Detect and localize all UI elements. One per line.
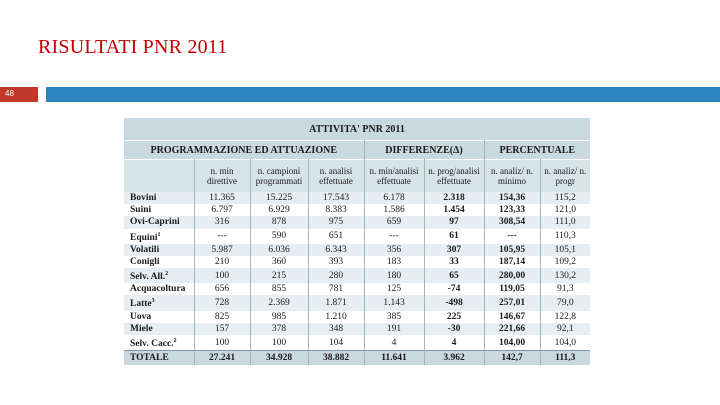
table-cell: 659 (364, 216, 424, 228)
table-cell: --- (484, 229, 540, 244)
table-row (124, 244, 590, 256)
column-header: n. analiz/ n. progr (540, 160, 590, 193)
slide-number: 48 (5, 89, 14, 98)
footnote-mark: 3 (151, 298, 155, 305)
section-differenze: DIFFERENZE(Δ) (364, 141, 484, 160)
table-cell: 104,0 (540, 335, 590, 351)
column-header: n. min/analisi effettuate (364, 160, 424, 193)
table-row (124, 283, 590, 295)
row-label (124, 256, 194, 268)
row-label-text: Bovini (130, 193, 157, 204)
table-row (124, 268, 590, 283)
table-cell: 2.318 (424, 192, 484, 204)
table-cell: 123,33 (484, 204, 540, 216)
slide-title: RISULTATI PNR 2011 (38, 36, 228, 58)
row-label-text: Selv. Cacc. (130, 339, 174, 350)
table-cell: 4 (364, 335, 424, 351)
table-cell: 34.928 (250, 351, 308, 366)
table-cell: 280,00 (484, 268, 540, 283)
section-programmazione: PROGRAMMAZIONE ED ATTUAZIONE (124, 141, 364, 160)
column-header: n. analisi effettuate (308, 160, 364, 193)
table-cell: 187,14 (484, 256, 540, 268)
table-cell: 111,3 (540, 351, 590, 366)
table-cell: 6.343 (308, 244, 364, 256)
table-cell: 1.871 (308, 295, 364, 310)
table-cell: 280 (308, 268, 364, 283)
table-cell: 61 (424, 229, 484, 244)
footnote-mark: 1 (157, 231, 161, 238)
table-cell: 146,67 (484, 311, 540, 323)
table-cell: --- (364, 229, 424, 244)
table-cell: 121,0 (540, 204, 590, 216)
row-label (124, 335, 194, 351)
table-cell: 257,01 (484, 295, 540, 310)
row-label-text: Ovi-Caprini (130, 217, 180, 228)
table-cell: 1.143 (364, 295, 424, 310)
table-cell: 3.962 (424, 351, 484, 366)
table-cell: 6.929 (250, 204, 308, 216)
table-cell: 1.210 (308, 311, 364, 323)
table-cell: 157 (194, 323, 250, 335)
table-cell: 104 (308, 335, 364, 351)
table-cell: 4 (424, 335, 484, 351)
row-label-text: Selv. All. (130, 272, 166, 283)
pnr-results-table (124, 118, 590, 365)
table-cell: 97 (424, 216, 484, 228)
table-cell: 781 (308, 283, 364, 295)
row-label (124, 323, 194, 335)
table-row (124, 216, 590, 228)
row-label-text: Equini (130, 232, 158, 243)
total-row (124, 351, 590, 366)
row-label-text: Miele (130, 323, 153, 334)
table-cell: 6.797 (194, 204, 250, 216)
table-cell: 154,36 (484, 192, 540, 204)
column-header: n. analiz/ n. minimo (484, 160, 540, 193)
row-label (124, 311, 194, 323)
row-label (124, 204, 194, 216)
row-label-text: Acquacoltura (130, 284, 186, 295)
table-cell: -30 (424, 323, 484, 335)
table-cell: 356 (364, 244, 424, 256)
table-cell: 985 (250, 311, 308, 323)
table-row (124, 323, 590, 335)
table-cell: -498 (424, 295, 484, 310)
row-label (124, 283, 194, 295)
table-row (124, 295, 590, 310)
table-cell: 17.543 (308, 192, 364, 204)
table-cell: 1.454 (424, 204, 484, 216)
table-cell: 142,7 (484, 351, 540, 366)
table-cell: 100 (250, 335, 308, 351)
footnote-mark: 2 (173, 337, 177, 344)
row-label (124, 192, 194, 204)
section-percentuale: PERCENTUALE (484, 141, 590, 160)
table-row (124, 192, 590, 204)
table-cell: 316 (194, 216, 250, 228)
table-cell: 110,3 (540, 229, 590, 244)
row-label (124, 268, 194, 283)
table-cell: 221,66 (484, 323, 540, 335)
footnote-mark: 2 (165, 271, 169, 278)
table-cell: 130,2 (540, 268, 590, 283)
table-cell: 307 (424, 244, 484, 256)
table-row (124, 204, 590, 216)
table-cell: 878 (250, 216, 308, 228)
table-cell: 8.383 (308, 204, 364, 216)
table-cell: 225 (424, 311, 484, 323)
table-cell: 27.241 (194, 351, 250, 366)
table-cell: 125 (364, 283, 424, 295)
header-empty (124, 160, 194, 193)
row-label-text: Suini (130, 205, 152, 216)
table-cell: 33 (424, 256, 484, 268)
table-cell: 5.987 (194, 244, 250, 256)
table-cell: 728 (194, 295, 250, 310)
row-label (124, 351, 194, 366)
table-cell: 111,0 (540, 216, 590, 228)
table-cell: 122,8 (540, 311, 590, 323)
table-cell: 105,95 (484, 244, 540, 256)
table-cell: 191 (364, 323, 424, 335)
table-cell: 2.369 (250, 295, 308, 310)
row-label (124, 244, 194, 256)
table-cell: 183 (364, 256, 424, 268)
column-header: n. min direttive (194, 160, 250, 193)
row-label-text: Volatili (130, 244, 160, 255)
table-cell: 180 (364, 268, 424, 283)
row-label (124, 295, 194, 310)
table-cell: 105,1 (540, 244, 590, 256)
column-header: n. prog/analisi effettuate (424, 160, 484, 193)
pnr-table-image (124, 118, 590, 366)
table-cell: 651 (308, 229, 364, 244)
table-cell: 656 (194, 283, 250, 295)
table-cell: 855 (250, 283, 308, 295)
table-cell: 100 (194, 268, 250, 283)
table-cell: 975 (308, 216, 364, 228)
table-cell: 6.036 (250, 244, 308, 256)
table-cell: 65 (424, 268, 484, 283)
table-cell: 385 (364, 311, 424, 323)
table-cell: 348 (308, 323, 364, 335)
table-cell: 38.882 (308, 351, 364, 366)
table-caption: ATTIVITA' PNR 2011 (124, 118, 590, 141)
table-cell: 100 (194, 335, 250, 351)
table-cell: 6.178 (364, 192, 424, 204)
table-cell: 119,05 (484, 283, 540, 295)
table-cell: 378 (250, 323, 308, 335)
row-label-text: TOTALE (130, 353, 169, 364)
column-header: n. campioni programmati (250, 160, 308, 193)
table-cell: 115,2 (540, 192, 590, 204)
table-cell: 109,2 (540, 256, 590, 268)
table-cell: 590 (250, 229, 308, 244)
table-cell: 104,00 (484, 335, 540, 351)
row-label (124, 229, 194, 244)
table-cell: 11.365 (194, 192, 250, 204)
table-cell: 393 (308, 256, 364, 268)
row-label-text: Conigli (130, 257, 160, 267)
header-band-right (46, 87, 720, 102)
table-cell: 91,3 (540, 283, 590, 295)
table-cell: 825 (194, 311, 250, 323)
row-label-text: Uova (130, 311, 152, 322)
table-cell: --- (194, 229, 250, 244)
row-label-text: Latte (130, 299, 152, 310)
table-cell: 92,1 (540, 323, 590, 335)
table-cell: 210 (194, 256, 250, 268)
table-cell: 360 (250, 256, 308, 268)
table-cell: 1.586 (364, 204, 424, 216)
table-cell: 308,54 (484, 216, 540, 228)
table-cell: 11.641 (364, 351, 424, 366)
table-row (124, 256, 590, 268)
row-label (124, 216, 194, 228)
table-cell: 215 (250, 268, 308, 283)
table-cell: -74 (424, 283, 484, 295)
table-cell: 15.225 (250, 192, 308, 204)
table-row (124, 335, 590, 351)
table-row (124, 311, 590, 323)
table-cell: 79,0 (540, 295, 590, 310)
table-row (124, 229, 590, 244)
